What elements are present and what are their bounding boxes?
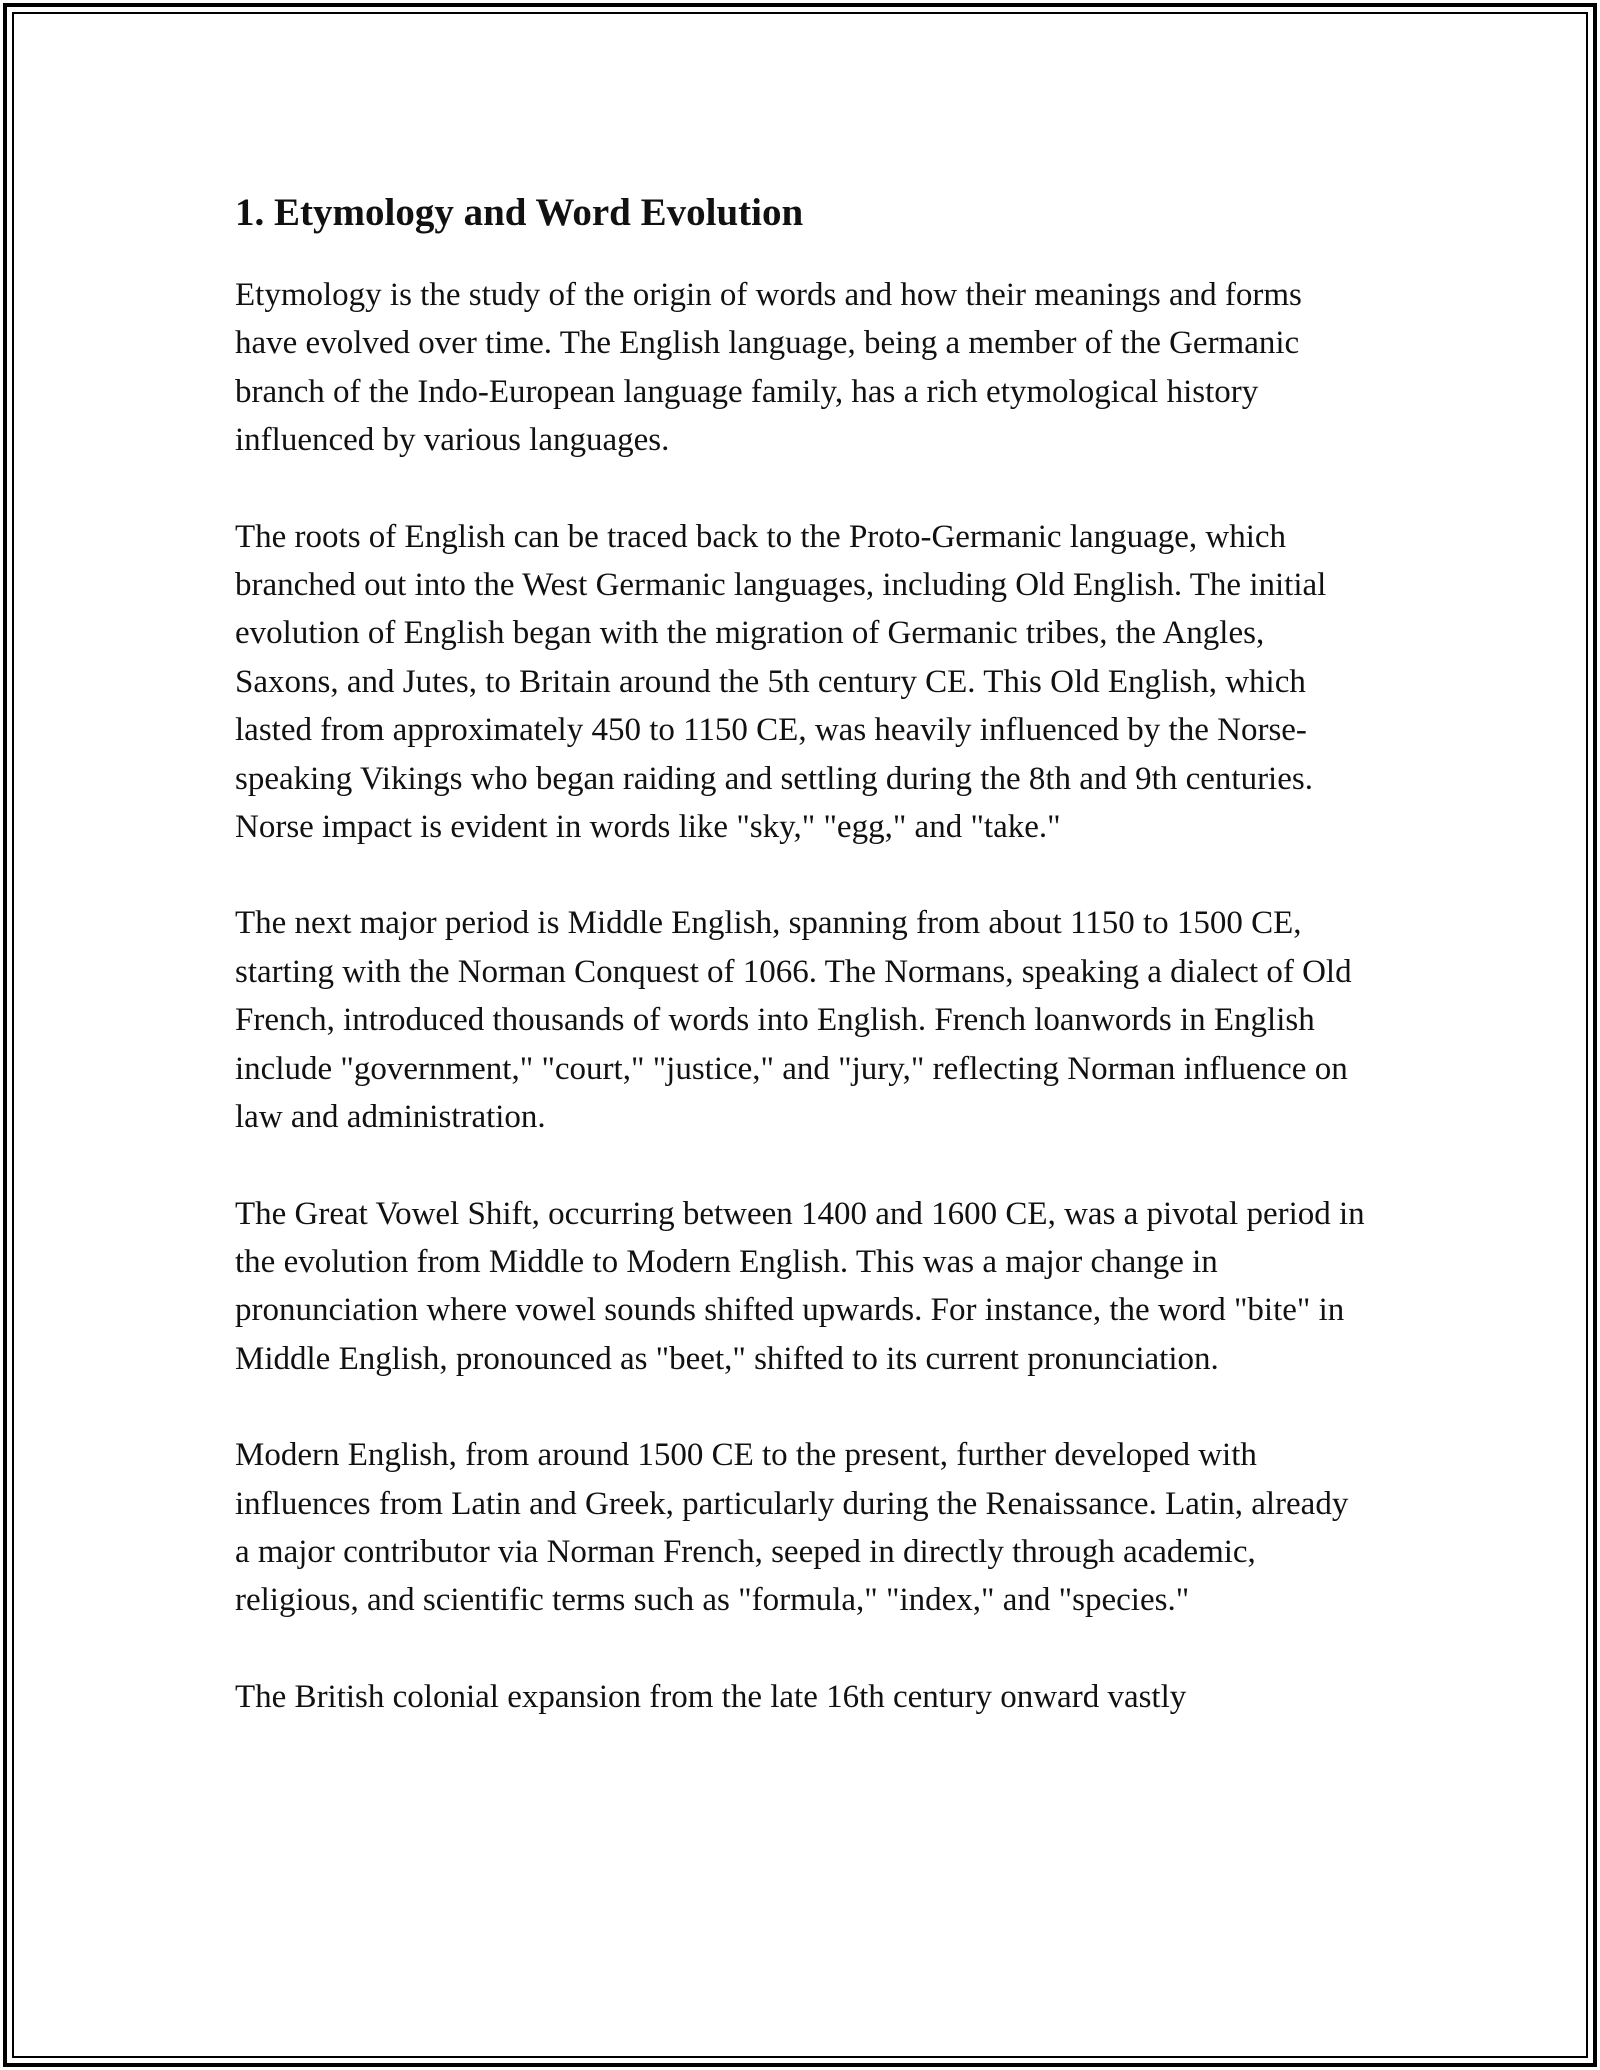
paragraph-colonial-expansion: The British colonial expansion from the late 16th century onward vastly xyxy=(235,1678,1187,1715)
paragraph-etymology-intro: Etymology is the study of the origin of words and how their meanings and forms have evolved over time. The English language, being a member of the Germanic branch of the Indo-European language family, has a rich etymological history influenced by various languages. xyxy=(235,277,1302,459)
paragraph-old-english: The roots of English can be traced back to the Proto-Germanic language, which branched out into the West Germanic languages, including Old English. The initial evolution of English began with the migration of Germanic tribes, the Angles, Saxons, and Jutes, to Britain around the 5th century CE. This Old English, which lasted from approximately 450 to 1150 CE, was heavily influenced by the Norse-speaking Vikings who began raiding and settling during the 8th and 9th centuries. Norse impact is evident in words like "sky," "egg," and "take." xyxy=(235,518,1327,846)
paragraph-middle-english: The next major period is Middle English, spanning from about 1150 to 1500 CE, starting with the Norman Conquest of 1066. The Normans, speaking a dialect of Old French, introduced thousands of words into English. French loanwords in English include "government," "court," "justice," and "jury," reflecting Norman influence on law and administration. xyxy=(235,905,1352,1136)
section-title: 1. Etymology and Word Evolution xyxy=(235,191,804,234)
paragraph-great-vowel-shift: The Great Vowel Shift, occurring between 1400 and 1600 CE, was a pivotal period in the evolution from Middle to Modern English. This was a major change in pronunciation where vowel sounds shifted upwards. For instance, the word "bite" in Middle English, pronounced as "beet," shifted to its current pronunciation. xyxy=(235,1195,1365,1377)
paragraph-modern-english: Modern English, from around 1500 CE to the present, further developed with influences from Latin and Greek, particularly during the Renaissance. Latin, already a major contributor via Norman French, seeped in directly through academic, religious, and scientific terms such as "formula," "index," and "species." xyxy=(235,1437,1349,1619)
document-body xyxy=(235,186,1365,1769)
